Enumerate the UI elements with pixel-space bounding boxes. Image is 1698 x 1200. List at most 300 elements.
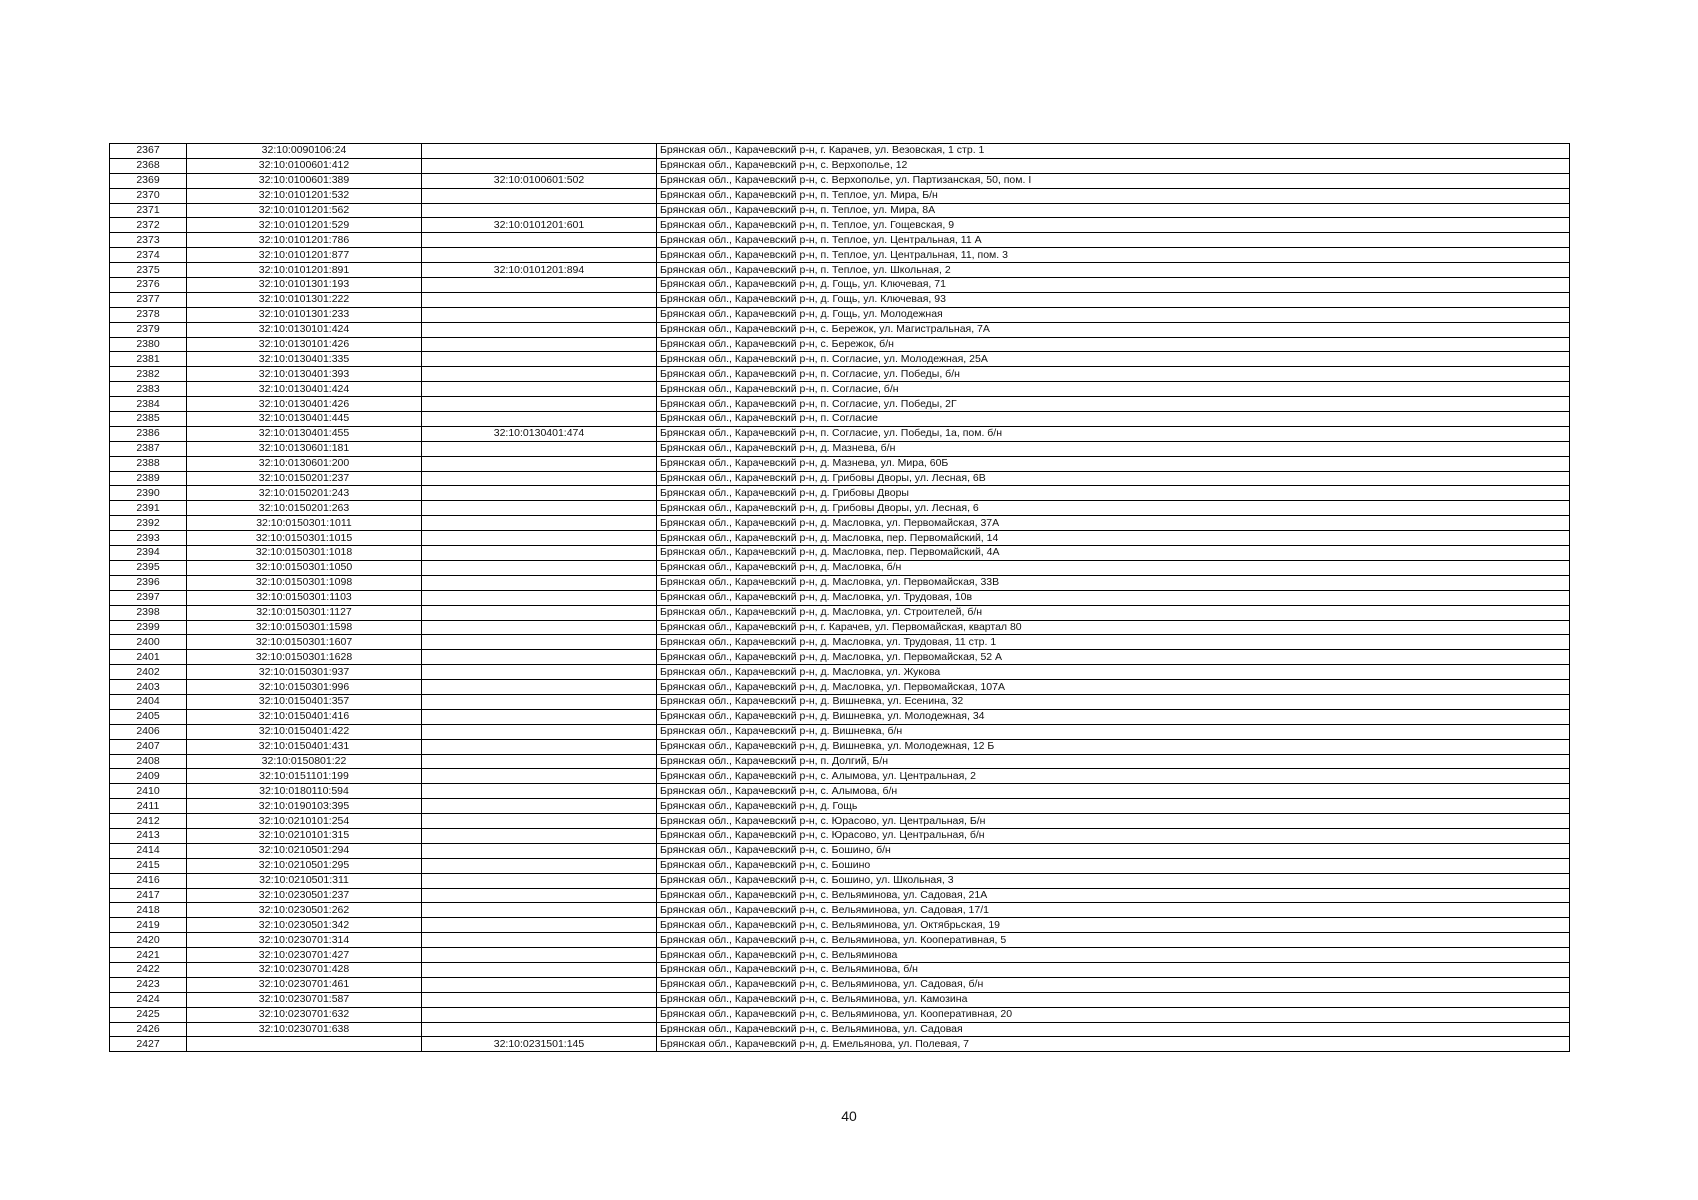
cadastral-number-cell: 32:10:0230501:342 — [187, 918, 422, 933]
address-cell: Брянская обл., Карачевский р-н, п. Теплое, ул. Мира, Б/н — [657, 188, 1570, 203]
cadastral-number-cell: 32:10:0150301:1018 — [187, 546, 422, 561]
sub-object-cadastral-cell — [422, 650, 657, 665]
cadastral-number-cell: 32:10:0130401:426 — [187, 397, 422, 412]
table-row — [110, 977, 1570, 992]
sub-object-cadastral-cell — [422, 144, 657, 159]
cadastral-number-cell: 32:10:0150301:1607 — [187, 635, 422, 650]
sub-object-cadastral-cell — [422, 918, 657, 933]
sub-object-cadastral-cell — [422, 352, 657, 367]
row-number-cell: 2381 — [110, 352, 187, 367]
cadastral-number-cell: 32:10:0101301:193 — [187, 278, 422, 293]
address-cell: Брянская обл., Карачевский р-н, п. Теплое, ул. Центральная, 11 А — [657, 233, 1570, 248]
row-number-cell: 2390 — [110, 486, 187, 501]
table-row — [110, 590, 1570, 605]
row-number-cell: 2389 — [110, 471, 187, 486]
row-number-cell: 2375 — [110, 263, 187, 278]
table-row — [110, 546, 1570, 561]
row-number-cell: 2370 — [110, 188, 187, 203]
sub-object-cadastral-cell — [422, 486, 657, 501]
address-cell: Брянская обл., Карачевский р-н, с. Юрасово, ул. Центральная, Б/н — [657, 814, 1570, 829]
address-cell: Брянская обл., Карачевский р-н, д. Вишневка, б/н — [657, 724, 1570, 739]
address-cell: Брянская обл., Карачевский р-н, п. Согласие, ул. Победы, б/н — [657, 367, 1570, 382]
address-cell: Брянская обл., Карачевский р-н, д. Вишневка, ул. Есенина, 32 — [657, 694, 1570, 709]
cadastral-number-cell: 32:10:0210501:295 — [187, 858, 422, 873]
sub-object-cadastral-cell — [422, 828, 657, 843]
sub-object-cadastral-cell — [422, 322, 657, 337]
table-row — [110, 1007, 1570, 1022]
page-number: 40 — [841, 1108, 857, 1124]
sub-object-cadastral-cell — [422, 158, 657, 173]
cadastral-number-cell: 32:10:0150301:1098 — [187, 575, 422, 590]
row-number-cell: 2371 — [110, 203, 187, 218]
row-number-cell: 2391 — [110, 501, 187, 516]
row-number-cell: 2407 — [110, 739, 187, 754]
address-cell: Брянская обл., Карачевский р-н, п. Согласие, б/н — [657, 382, 1570, 397]
row-number-cell: 2367 — [110, 144, 187, 159]
cadastral-number-cell: 32:10:0150201:237 — [187, 471, 422, 486]
address-cell: Брянская обл., Карачевский р-н, с. Вельяминова, б/н — [657, 962, 1570, 977]
row-number-cell: 2399 — [110, 620, 187, 635]
row-number-cell: 2404 — [110, 694, 187, 709]
address-cell: Брянская обл., Карачевский р-н, д. Масловка, ул. Жукова — [657, 665, 1570, 680]
sub-object-cadastral-cell — [422, 843, 657, 858]
row-number-cell: 2372 — [110, 218, 187, 233]
sub-object-cadastral-cell — [422, 992, 657, 1007]
address-cell: Брянская обл., Карачевский р-н, с. Бошино, б/н — [657, 843, 1570, 858]
address-cell: Брянская обл., Карачевский р-н, с. Вельяминова, ул. Кооперативная, 20 — [657, 1007, 1570, 1022]
row-number-cell: 2377 — [110, 292, 187, 307]
sub-object-cadastral-cell — [422, 694, 657, 709]
sub-object-cadastral-cell — [422, 739, 657, 754]
table-row — [110, 158, 1570, 173]
cadastral-number-cell: 32:10:0100601:412 — [187, 158, 422, 173]
cadastral-number-cell: 32:10:0101201:786 — [187, 233, 422, 248]
sub-object-cadastral-cell — [422, 531, 657, 546]
table-row — [110, 769, 1570, 784]
cadastral-number-cell: 32:10:0130401:455 — [187, 426, 422, 441]
address-cell: Брянская обл., Карачевский р-н, с. Алымова, б/н — [657, 784, 1570, 799]
sub-object-cadastral-cell — [422, 724, 657, 739]
sub-object-cadastral-cell — [422, 977, 657, 992]
sub-object-cadastral-cell: 32:10:0101201:601 — [422, 218, 657, 233]
sub-object-cadastral-cell — [422, 605, 657, 620]
address-cell: Брянская обл., Карачевский р-н, с. Юрасово, ул. Центральная, б/н — [657, 828, 1570, 843]
table-row — [110, 843, 1570, 858]
address-cell: Брянская обл., Карачевский р-н, д. Грибовы Дворы, ул. Лесная, 6 — [657, 501, 1570, 516]
sub-object-cadastral-cell — [422, 962, 657, 977]
table-row — [110, 858, 1570, 873]
sub-object-cadastral-cell — [422, 799, 657, 814]
cadastral-number-cell: 32:10:0210501:311 — [187, 873, 422, 888]
address-cell: Брянская обл., Карачевский р-н, п. Согласие, ул. Победы, 2Г — [657, 397, 1570, 412]
address-cell: Брянская обл., Карачевский р-н, п. Согласие, ул. Победы, 1а, пом. б/н — [657, 426, 1570, 441]
cadastral-number-cell: 32:10:0150301:937 — [187, 665, 422, 680]
cadastral-number-cell: 32:10:0101301:233 — [187, 307, 422, 322]
address-cell: Брянская обл., Карачевский р-н, д. Масловка, ул. Первомайская, 33В — [657, 575, 1570, 590]
cadastral-number-cell: 32:10:0150401:416 — [187, 709, 422, 724]
row-number-cell: 2417 — [110, 888, 187, 903]
row-number-cell: 2385 — [110, 412, 187, 427]
row-number-cell: 2423 — [110, 977, 187, 992]
table-row — [110, 486, 1570, 501]
cadastral-number-cell: 32:10:0101201:529 — [187, 218, 422, 233]
sub-object-cadastral-cell: 32:10:0100601:502 — [422, 173, 657, 188]
sub-object-cadastral-cell — [422, 456, 657, 471]
cadastral-number-cell: 32:10:0150201:243 — [187, 486, 422, 501]
row-number-cell: 2403 — [110, 680, 187, 695]
cadastral-number-cell: 32:10:0101201:891 — [187, 263, 422, 278]
cadastral-number-cell: 32:10:0230701:638 — [187, 1022, 422, 1037]
address-cell: Брянская обл., Карачевский р-н, п. Долгий, Б/н — [657, 754, 1570, 769]
sub-object-cadastral-cell — [422, 590, 657, 605]
table-row — [110, 144, 1570, 159]
row-number-cell: 2414 — [110, 843, 187, 858]
address-cell: Брянская обл., Карачевский р-н, д. Мазнева, б/н — [657, 441, 1570, 456]
cadastral-number-cell — [187, 1037, 422, 1052]
sub-object-cadastral-cell — [422, 665, 657, 680]
row-number-cell: 2401 — [110, 650, 187, 665]
row-number-cell: 2380 — [110, 337, 187, 352]
table-row — [110, 456, 1570, 471]
row-number-cell: 2408 — [110, 754, 187, 769]
cadastral-number-cell: 32:10:0090106:24 — [187, 144, 422, 159]
table-row — [110, 173, 1570, 188]
sub-object-cadastral-cell — [422, 873, 657, 888]
row-number-cell: 2411 — [110, 799, 187, 814]
sub-object-cadastral-cell — [422, 278, 657, 293]
address-cell: Брянская обл., Карачевский р-н, д. Гощь, ул. Ключевая, 93 — [657, 292, 1570, 307]
row-number-cell: 2397 — [110, 590, 187, 605]
address-cell: Брянская обл., Карачевский р-н, с. Вельяминова, ул. Камозина — [657, 992, 1570, 1007]
sub-object-cadastral-cell — [422, 307, 657, 322]
row-number-cell: 2384 — [110, 397, 187, 412]
sub-object-cadastral-cell — [422, 575, 657, 590]
row-number-cell: 2402 — [110, 665, 187, 680]
table-row — [110, 888, 1570, 903]
table-row — [110, 426, 1570, 441]
cadastral-number-cell: 32:10:0151101:199 — [187, 769, 422, 784]
cadastral-number-cell: 32:10:0230501:237 — [187, 888, 422, 903]
row-number-cell: 2393 — [110, 531, 187, 546]
cadastral-number-cell: 32:10:0150301:1127 — [187, 605, 422, 620]
sub-object-cadastral-cell — [422, 441, 657, 456]
cadastral-number-cell: 32:10:0101201:562 — [187, 203, 422, 218]
cadastral-number-cell: 32:10:0150301:1011 — [187, 516, 422, 531]
cadastral-number-cell: 32:10:0190103:395 — [187, 799, 422, 814]
cadastral-number-cell: 32:10:0130401:445 — [187, 412, 422, 427]
address-cell: Брянская обл., Карачевский р-н, п. Теплое, ул. Центральная, 11, пом. 3 — [657, 248, 1570, 263]
table-row — [110, 412, 1570, 427]
sub-object-cadastral-cell — [422, 1022, 657, 1037]
table-row — [110, 233, 1570, 248]
row-number-cell: 2392 — [110, 516, 187, 531]
row-number-cell: 2398 — [110, 605, 187, 620]
row-number-cell: 2412 — [110, 814, 187, 829]
cadastral-number-cell: 32:10:0230701:428 — [187, 962, 422, 977]
sub-object-cadastral-cell — [422, 233, 657, 248]
address-cell: Брянская обл., Карачевский р-н, с. Бошино — [657, 858, 1570, 873]
table-row — [110, 337, 1570, 352]
sub-object-cadastral-cell — [422, 471, 657, 486]
row-number-cell: 2425 — [110, 1007, 187, 1022]
table-row — [110, 188, 1570, 203]
row-number-cell: 2420 — [110, 933, 187, 948]
address-cell: Брянская обл., Карачевский р-н, с. Вельяминова — [657, 948, 1570, 963]
row-number-cell: 2409 — [110, 769, 187, 784]
table-row — [110, 680, 1570, 695]
row-number-cell: 2406 — [110, 724, 187, 739]
table-row — [110, 992, 1570, 1007]
row-number-cell: 2382 — [110, 367, 187, 382]
address-cell: Брянская обл., Карачевский р-н, д. Грибовы Дворы, ул. Лесная, 6В — [657, 471, 1570, 486]
address-cell: Брянская обл., Карачевский р-н, с. Верхополье, ул. Партизанская, 50, пом. I — [657, 173, 1570, 188]
row-number-cell: 2421 — [110, 948, 187, 963]
table-body — [110, 144, 1570, 1052]
address-cell: Брянская обл., Карачевский р-н, с. Бережок, б/н — [657, 337, 1570, 352]
sub-object-cadastral-cell — [422, 814, 657, 829]
cadastral-number-cell: 32:10:0130401:335 — [187, 352, 422, 367]
sub-object-cadastral-cell — [422, 560, 657, 575]
cadastral-number-cell: 32:10:0150401:422 — [187, 724, 422, 739]
address-cell: Брянская обл., Карачевский р-н, п. Согласие, ул. Молодежная, 25А — [657, 352, 1570, 367]
table-row — [110, 441, 1570, 456]
row-number-cell: 2400 — [110, 635, 187, 650]
sub-object-cadastral-cell — [422, 754, 657, 769]
table-row — [110, 575, 1570, 590]
address-cell: Брянская обл., Карачевский р-н, д. Масловка, ул. Строителей, б/н — [657, 605, 1570, 620]
row-number-cell: 2386 — [110, 426, 187, 441]
cadastral-number-cell: 32:10:0150301:1103 — [187, 590, 422, 605]
address-cell: Брянская обл., Карачевский р-н, с. Бережок, ул. Магистральная, 7А — [657, 322, 1570, 337]
address-cell: Брянская обл., Карачевский р-н, д. Масловка, ул. Трудовая, 11 стр. 1 — [657, 635, 1570, 650]
address-cell: Брянская обл., Карачевский р-н, п. Теплое, ул. Гощевская, 9 — [657, 218, 1570, 233]
table-row — [110, 635, 1570, 650]
table-row — [110, 784, 1570, 799]
table-row — [110, 918, 1570, 933]
table-row — [110, 1037, 1570, 1052]
sub-object-cadastral-cell — [422, 933, 657, 948]
address-cell: Брянская обл., Карачевский р-н, д. Масловка, ул. Первомайская, 52 А — [657, 650, 1570, 665]
row-number-cell: 2418 — [110, 903, 187, 918]
cadastral-number-cell: 32:10:0100601:389 — [187, 173, 422, 188]
sub-object-cadastral-cell — [422, 948, 657, 963]
address-cell: Брянская обл., Карачевский р-н, д. Гощь, ул. Ключевая, 71 — [657, 278, 1570, 293]
sub-object-cadastral-cell — [422, 292, 657, 307]
table-row — [110, 560, 1570, 575]
row-number-cell: 2379 — [110, 322, 187, 337]
address-cell: Брянская обл., Карачевский р-н, д. Вишневка, ул. Молодежная, 34 — [657, 709, 1570, 724]
row-number-cell: 2413 — [110, 828, 187, 843]
sub-object-cadastral-cell — [422, 248, 657, 263]
table-row — [110, 203, 1570, 218]
table-row — [110, 531, 1570, 546]
table-row — [110, 650, 1570, 665]
table-row — [110, 814, 1570, 829]
address-cell: Брянская обл., Карачевский р-н, г. Карачев, ул. Первомайская, квартал 80 — [657, 620, 1570, 635]
table-row — [110, 367, 1570, 382]
row-number-cell: 2388 — [110, 456, 187, 471]
row-number-cell: 2424 — [110, 992, 187, 1007]
address-cell: Брянская обл., Карачевский р-н, д. Емельянова, ул. Полевая, 7 — [657, 1037, 1570, 1052]
table-row — [110, 724, 1570, 739]
cadastral-number-cell: 32:10:0101301:222 — [187, 292, 422, 307]
table-row — [110, 322, 1570, 337]
sub-object-cadastral-cell — [422, 858, 657, 873]
address-cell: Брянская обл., Карачевский р-н, д. Гощь, ул. Молодежная — [657, 307, 1570, 322]
row-number-cell: 2383 — [110, 382, 187, 397]
row-number-cell: 2422 — [110, 962, 187, 977]
cadastral-number-cell: 32:10:0101201:877 — [187, 248, 422, 263]
row-number-cell: 2394 — [110, 546, 187, 561]
table-row — [110, 665, 1570, 680]
row-number-cell: 2415 — [110, 858, 187, 873]
sub-object-cadastral-cell — [422, 412, 657, 427]
sub-object-cadastral-cell — [422, 888, 657, 903]
table-row — [110, 278, 1570, 293]
cadastral-number-cell: 32:10:0101201:532 — [187, 188, 422, 203]
table-row — [110, 828, 1570, 843]
cadastral-number-cell: 32:10:0210101:254 — [187, 814, 422, 829]
address-cell: Брянская обл., Карачевский р-н, с. Вельяминова, ул. Садовая, 17/1 — [657, 903, 1570, 918]
sub-object-cadastral-cell — [422, 397, 657, 412]
cadastral-number-cell: 32:10:0180110:594 — [187, 784, 422, 799]
table-row — [110, 1022, 1570, 1037]
row-number-cell: 2376 — [110, 278, 187, 293]
sub-object-cadastral-cell — [422, 903, 657, 918]
address-cell: Брянская обл., Карачевский р-н, с. Вельяминова, ул. Кооперативная, 5 — [657, 933, 1570, 948]
cadastral-number-cell: 32:10:0150201:263 — [187, 501, 422, 516]
sub-object-cadastral-cell — [422, 337, 657, 352]
row-number-cell: 2410 — [110, 784, 187, 799]
table-row — [110, 709, 1570, 724]
cadastral-number-cell: 32:10:0230701:587 — [187, 992, 422, 1007]
sub-object-cadastral-cell — [422, 188, 657, 203]
sub-object-cadastral-cell — [422, 367, 657, 382]
sub-object-cadastral-cell — [422, 784, 657, 799]
sub-object-cadastral-cell — [422, 620, 657, 635]
row-number-cell: 2426 — [110, 1022, 187, 1037]
address-cell: Брянская обл., Карачевский р-н, с. Вельяминова, ул. Садовая, б/н — [657, 977, 1570, 992]
cadastral-number-cell: 32:10:0150801:22 — [187, 754, 422, 769]
cadastral-objects-table — [109, 143, 1570, 1052]
table-row — [110, 605, 1570, 620]
address-cell: Брянская обл., Карачевский р-н, с. Вельяминова, ул. Октябрьская, 19 — [657, 918, 1570, 933]
row-number-cell: 2374 — [110, 248, 187, 263]
row-number-cell: 2419 — [110, 918, 187, 933]
cadastral-number-cell: 32:10:0150301:1015 — [187, 531, 422, 546]
table-row — [110, 248, 1570, 263]
table-row — [110, 263, 1570, 278]
address-cell: Брянская обл., Карачевский р-н, д. Масловка, ул. Первомайская, 107А — [657, 680, 1570, 695]
table-row — [110, 873, 1570, 888]
address-cell: Брянская обл., Карачевский р-н, д. Масловка, ул. Трудовая, 10в — [657, 590, 1570, 605]
cadastral-number-cell: 32:10:0150301:996 — [187, 680, 422, 695]
address-cell: Брянская обл., Карачевский р-н, г. Карачев, ул. Везовская, 1 стр. 1 — [657, 144, 1570, 159]
row-number-cell: 2378 — [110, 307, 187, 322]
table-row — [110, 292, 1570, 307]
sub-object-cadastral-cell — [422, 546, 657, 561]
cadastral-number-cell: 32:10:0130401:393 — [187, 367, 422, 382]
table-row — [110, 516, 1570, 531]
table-row — [110, 501, 1570, 516]
row-number-cell: 2369 — [110, 173, 187, 188]
row-number-cell: 2373 — [110, 233, 187, 248]
cadastral-number-cell: 32:10:0150301:1598 — [187, 620, 422, 635]
cadastral-number-cell: 32:10:0150401:357 — [187, 694, 422, 709]
table-row — [110, 903, 1570, 918]
sub-object-cadastral-cell — [422, 680, 657, 695]
address-cell: Брянская обл., Карачевский р-н, д. Масловка, ул. Первомайская, 37А — [657, 516, 1570, 531]
cadastral-number-cell: 32:10:0150301:1050 — [187, 560, 422, 575]
sub-object-cadastral-cell: 32:10:0101201:894 — [422, 263, 657, 278]
sub-object-cadastral-cell — [422, 516, 657, 531]
address-cell: Брянская обл., Карачевский р-н, д. Гощь — [657, 799, 1570, 814]
table-row — [110, 397, 1570, 412]
table-row — [110, 218, 1570, 233]
address-cell: Брянская обл., Карачевский р-н, с. Алымова, ул. Центральная, 2 — [657, 769, 1570, 784]
address-cell: Брянская обл., Карачевский р-н, д. Масловка, пер. Первомайский, 14 — [657, 531, 1570, 546]
table-row — [110, 694, 1570, 709]
sub-object-cadastral-cell — [422, 769, 657, 784]
table-row — [110, 471, 1570, 486]
row-number-cell: 2387 — [110, 441, 187, 456]
table-row — [110, 352, 1570, 367]
row-number-cell: 2427 — [110, 1037, 187, 1052]
address-cell: Брянская обл., Карачевский р-н, д. Грибовы Дворы — [657, 486, 1570, 501]
sub-object-cadastral-cell — [422, 635, 657, 650]
address-cell: Брянская обл., Карачевский р-н, д. Вишневка, ул. Молодежная, 12 Б — [657, 739, 1570, 754]
sub-object-cadastral-cell — [422, 382, 657, 397]
cadastral-number-cell: 32:10:0130601:200 — [187, 456, 422, 471]
table-row — [110, 307, 1570, 322]
address-cell: Брянская обл., Карачевский р-н, п. Теплое, ул. Мира, 8А — [657, 203, 1570, 218]
address-cell: Брянская обл., Карачевский р-н, п. Согласие — [657, 412, 1570, 427]
cadastral-number-cell: 32:10:0150301:1628 — [187, 650, 422, 665]
address-cell: Брянская обл., Карачевский р-н, с. Вельяминова, ул. Садовая — [657, 1022, 1570, 1037]
address-cell: Брянская обл., Карачевский р-н, с. Верхополье, 12 — [657, 158, 1570, 173]
cadastral-number-cell: 32:10:0130401:424 — [187, 382, 422, 397]
address-cell: Брянская обл., Карачевский р-н, с. Бошино, ул. Школьная, 3 — [657, 873, 1570, 888]
cadastral-number-cell: 32:10:0230701:314 — [187, 933, 422, 948]
table-row — [110, 739, 1570, 754]
cadastral-number-cell: 32:10:0230701:461 — [187, 977, 422, 992]
cadastral-number-cell: 32:10:0130601:181 — [187, 441, 422, 456]
sub-object-cadastral-cell — [422, 203, 657, 218]
row-number-cell: 2395 — [110, 560, 187, 575]
address-cell: Брянская обл., Карачевский р-н, п. Теплое, ул. Школьная, 2 — [657, 263, 1570, 278]
table-row — [110, 799, 1570, 814]
address-cell: Брянская обл., Карачевский р-н, с. Вельяминова, ул. Садовая, 21А — [657, 888, 1570, 903]
address-cell: Брянская обл., Карачевский р-н, д. Масловка, пер. Первомайский, 4А — [657, 546, 1570, 561]
table-row — [110, 620, 1570, 635]
table-row — [110, 948, 1570, 963]
address-cell: Брянская обл., Карачевский р-н, д. Масловка, б/н — [657, 560, 1570, 575]
cadastral-number-cell: 32:10:0210101:315 — [187, 828, 422, 843]
cadastral-number-cell: 32:10:0150401:431 — [187, 739, 422, 754]
sub-object-cadastral-cell: 32:10:0130401:474 — [422, 426, 657, 441]
cadastral-number-cell: 32:10:0130101:424 — [187, 322, 422, 337]
table-row — [110, 933, 1570, 948]
cadastral-number-cell: 32:10:0230701:632 — [187, 1007, 422, 1022]
sub-object-cadastral-cell — [422, 501, 657, 516]
table-row — [110, 382, 1570, 397]
cadastral-number-cell: 32:10:0230501:262 — [187, 903, 422, 918]
row-number-cell: 2368 — [110, 158, 187, 173]
row-number-cell: 2396 — [110, 575, 187, 590]
table-row — [110, 962, 1570, 977]
row-number-cell: 2416 — [110, 873, 187, 888]
sub-object-cadastral-cell: 32:10:0231501:145 — [422, 1037, 657, 1052]
